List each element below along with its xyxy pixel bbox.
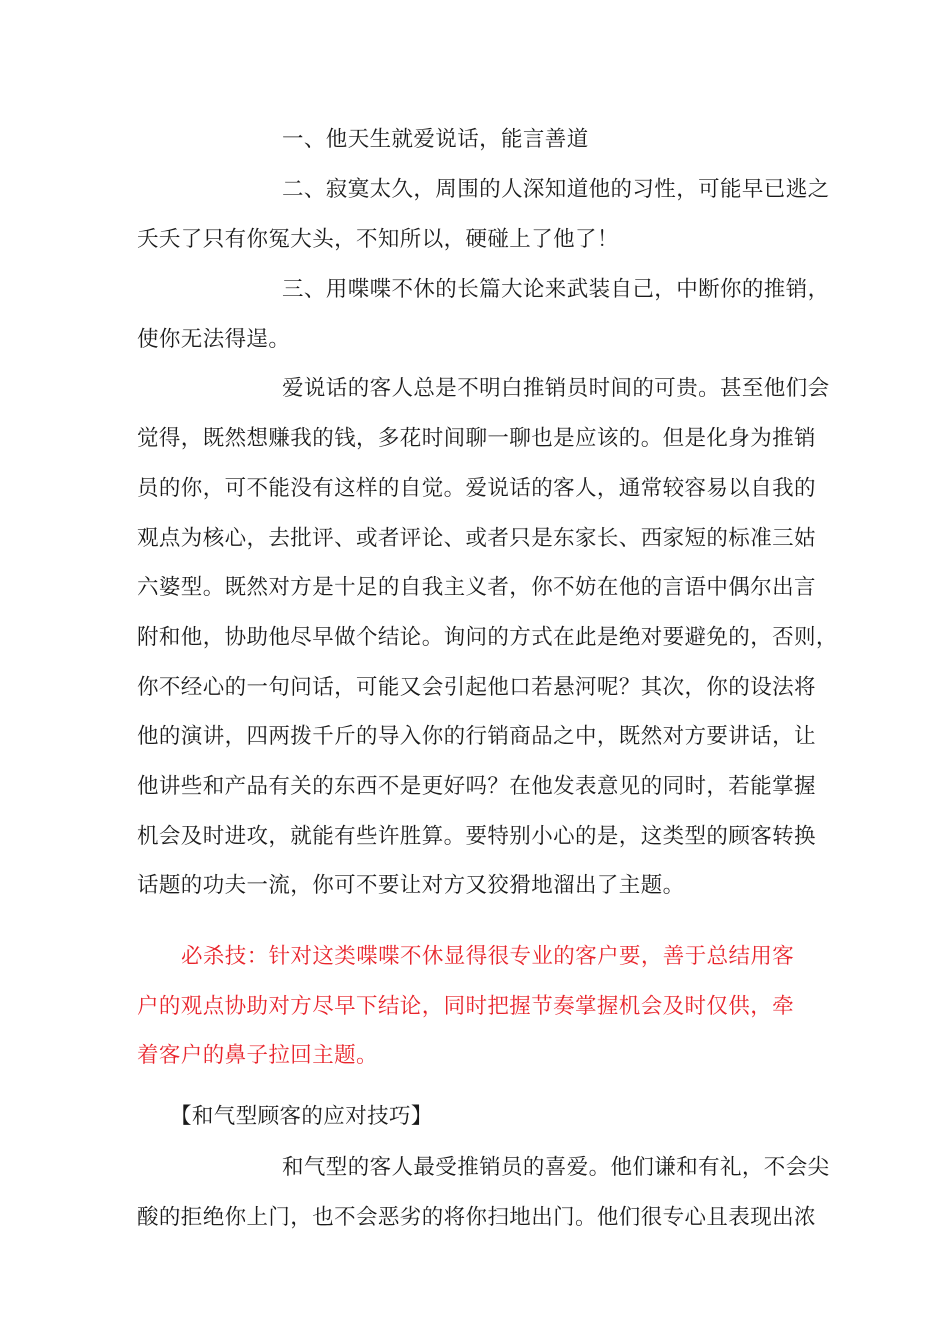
paragraph-1-line-6: 附和他，协助他尽早做个结论。询问的方式在此是绝对要避免的，否则， — [137, 625, 838, 650]
paragraph-1-line-9: 他讲些和产品有关的东西不是更好吗？在他发表意见的同时，若能掌握 — [137, 774, 816, 799]
list-item-1: 一、他天生就爱说话，能言善道 — [282, 127, 589, 152]
paragraph-1-line-1: 爱说话的客人总是不明白推销员时间的可贵。甚至他们会 — [282, 376, 830, 401]
section-heading: 【和气型顾客的应对技巧】 — [170, 1104, 433, 1129]
list-item-2-line-2: 夭夭了只有你冤大头，不知所以，硬碰上了他了！ — [137, 227, 619, 252]
paragraph-1-line-5: 六婆型。既然对方是十足的自我主义者，你不妨在他的言语中偶尔出言 — [137, 575, 816, 600]
paragraph-2-line-1: 和气型的客人最受推销员的喜爱。他们谦和有礼，不会尖 — [282, 1155, 830, 1180]
list-item-3-line-1: 三、用喋喋不休的长篇大论来武装自己，中断你的推销， — [282, 277, 830, 302]
paragraph-1-line-11: 话题的功夫一流，你可不要让对方又狡猾地溜出了主题。 — [137, 873, 685, 898]
paragraph-2-line-2: 酸的拒绝你上门，也不会恶劣的将你扫地出门。他们很专心且表现出浓 — [137, 1205, 816, 1230]
killer-tip-line-3: 着客户的鼻子拉回主题。 — [137, 1043, 378, 1068]
paragraph-1-line-10: 机会及时进攻，就能有些许胜算。要特别小心的是，这类型的顾客转换 — [137, 824, 816, 849]
paragraph-1-line-7: 你不经心的一句问话，可能又会引起他口若悬河呢？其次，你的设法将 — [137, 675, 816, 700]
killer-tip-line-2: 户的观点协助对方尽早下结论，同时把握节奏掌握机会及时仅供，牵 — [137, 994, 795, 1019]
list-item-3-line-2: 使你无法得逞。 — [137, 327, 291, 352]
list-item-2-line-1: 二、寂寞太久，周围的人深知道他的习性，可能早已逃之 — [282, 177, 830, 202]
paragraph-1-line-8: 他的演讲，四两拨千斤的导入你的行销商品之中，既然对方要讲话，让 — [137, 724, 816, 749]
paragraph-1-line-4: 观点为核心，去批评、或者评论、或者只是东家长、西家短的标准三姑 — [137, 526, 816, 551]
killer-tip-line-1: 必杀技：针对这类喋喋不休显得很专业的客户要，善于总结用客 — [181, 944, 795, 969]
paragraph-1-line-3: 员的你，可不能没有这样的自觉。爱说话的客人，通常较容易以自我的 — [137, 476, 816, 501]
paragraph-1-line-2: 觉得，既然想赚我的钱，多花时间聊一聊也是应该的。但是化身为推销 — [137, 426, 816, 451]
